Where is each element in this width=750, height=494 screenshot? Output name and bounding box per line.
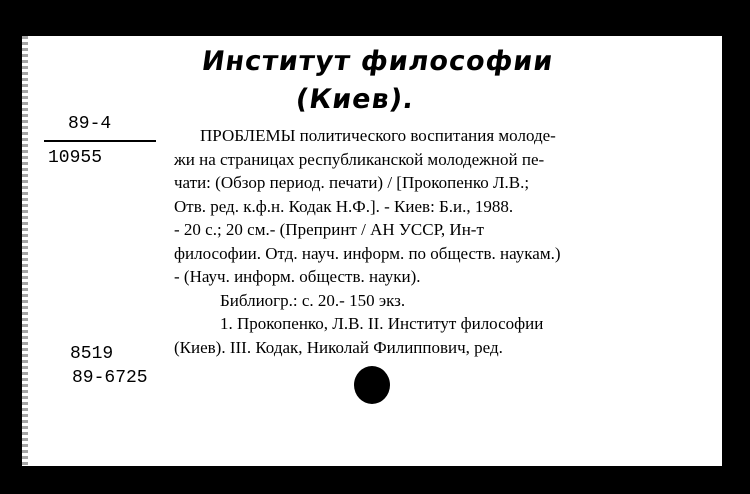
entry-line: Библиогр.: с. 20.- 150 экз. bbox=[220, 290, 406, 310]
entry-line: 1. Прокопенко, Л.В. II. Институт философии bbox=[220, 314, 544, 333]
bottom-code-2: 89-6725 bbox=[72, 368, 148, 388]
handwritten-note-line2: (Киев). bbox=[293, 84, 417, 115]
entry-line: ПРОБЛЕМЫ политического воспитания молоде- bbox=[200, 126, 556, 145]
catalog-card bbox=[22, 36, 722, 466]
entry-line: философии. Отд. науч. информ. по обществ. наукам.) bbox=[174, 243, 561, 263]
shelf-code-top: 89-4 bbox=[68, 114, 112, 134]
bibliographic-entry bbox=[174, 124, 704, 359]
punch-hole bbox=[354, 366, 390, 404]
handwritten-note-line1: Институт философии bbox=[199, 46, 556, 77]
entry-line: чати: (Обзор период. печати) / [Прокопенко Л.В.; bbox=[174, 173, 530, 192]
entry-line: Отв. ред. к.ф.н. Кодак Н.Ф.]. - Киев: Б.и., 1988. bbox=[174, 196, 514, 216]
entry-line: - (Науч. информ. обществ. науки). bbox=[174, 267, 421, 286]
code-divider bbox=[44, 140, 156, 142]
inventory-number: 10955 bbox=[48, 148, 103, 168]
entry-line: - 20 с.; 20 см.- (Препринт / АН УССР, Ин-т bbox=[174, 220, 484, 239]
entry-line: (Киев). III. Кодак, Николай Филиппович, ред. bbox=[174, 337, 503, 357]
bottom-code-1: 8519 bbox=[70, 344, 114, 364]
entry-line: жи на страницах республиканской молодежной пе- bbox=[174, 149, 545, 169]
